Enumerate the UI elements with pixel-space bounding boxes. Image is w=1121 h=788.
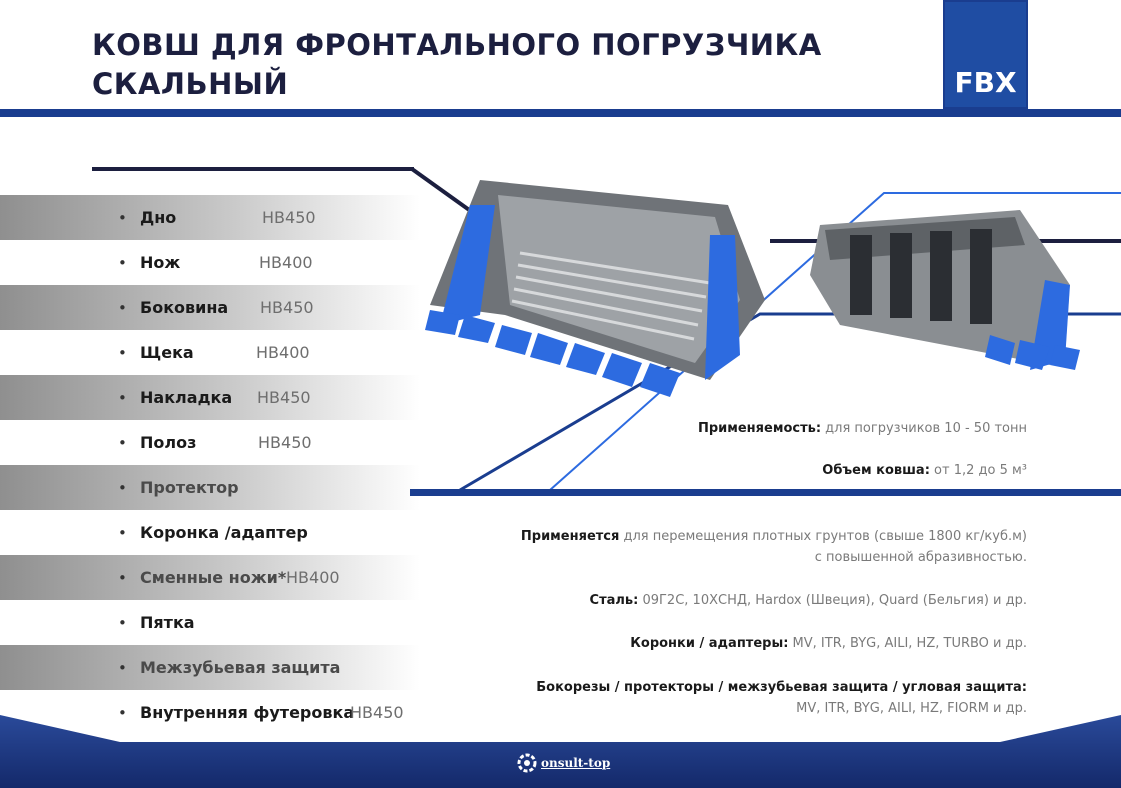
list-item [0, 600, 420, 645]
part-steel: HB450 [260, 298, 314, 317]
part-name: Полоз [140, 433, 197, 452]
protect-line [536, 677, 1027, 719]
bullet: • [118, 253, 127, 272]
applicability-value: для погрузчиков 10 - 50 тонн [821, 421, 1027, 436]
list-item [0, 465, 420, 510]
list-item [0, 420, 420, 465]
steel-line [590, 590, 1027, 611]
bullet: • [118, 658, 127, 677]
bullet: • [118, 568, 127, 587]
applicability-label: Применяемость: [697, 421, 822, 436]
use-label: Применяется [520, 529, 620, 544]
model-badge-label: FBX [954, 66, 1017, 99]
part-steel: HB450 [262, 208, 316, 227]
teeth-line [630, 633, 1027, 654]
volume-line [822, 460, 1027, 481]
bullet: • [118, 343, 127, 362]
bullet: • [118, 388, 127, 407]
part-name: Дно [140, 208, 177, 227]
bullet: • [118, 613, 127, 632]
bullet: • [118, 208, 127, 227]
part-steel: HB400 [259, 253, 313, 272]
steel-label: Сталь: [589, 593, 639, 608]
list-item [0, 240, 420, 285]
volume-value: от 1,2 до 5 м³ [929, 463, 1027, 478]
volume-label: Объем ковша: [822, 463, 930, 478]
bullet: • [118, 433, 127, 452]
bullet: • [118, 523, 127, 542]
list-item [0, 555, 420, 600]
part-name: Пятка [140, 613, 195, 632]
footer-logo [516, 752, 610, 774]
list-item [0, 375, 420, 420]
bullet: • [118, 703, 127, 722]
title-line-2: СКАЛЬНЫЙ [92, 67, 289, 101]
part-steel: HB450 [258, 433, 312, 452]
part-steel: HB400 [286, 568, 340, 587]
bucket-illustration [410, 165, 1121, 415]
list-item [0, 645, 420, 690]
part-name: Коронка /адаптер [140, 523, 308, 542]
section-divider [410, 489, 1121, 496]
use-description [521, 526, 1027, 568]
bucket-front-view [425, 180, 765, 397]
part-name: Сменные ножи* [140, 568, 287, 587]
use-value-2: с повышенной абразивностью. [814, 550, 1027, 565]
protect-label: Бокорезы / протекторы / межзубьевая защита / угловая защита: [536, 680, 1027, 695]
applicability-line [698, 418, 1027, 439]
list-item [0, 285, 420, 330]
teeth-label: Коронки / адаптеры: [630, 636, 789, 651]
part-steel: HB450 [257, 388, 311, 407]
bullet: • [118, 298, 127, 317]
part-name: Протектор [140, 478, 239, 497]
part-name: Боковина [140, 298, 229, 317]
part-name: Внутренняя футеровка [140, 703, 355, 722]
part-name: Щека [140, 343, 194, 362]
teeth-value: MV, ITR, BYG, AILI, HZ, TURBO и др. [788, 636, 1027, 651]
part-name: Межзубьевая защита [140, 658, 341, 677]
list-item [0, 195, 420, 240]
part-name: Накладка [140, 388, 233, 407]
bullet: • [118, 478, 127, 497]
company-logo-icon [516, 752, 538, 774]
company-name: onsult-top [541, 756, 611, 770]
part-steel: HB400 [256, 343, 310, 362]
list-item [0, 330, 420, 375]
protect-value: MV, ITR, BYG, AILI, HZ, FIORM и др. [796, 701, 1027, 716]
steel-value: 09Г2С, 10ХСНД, Hardox (Швеция), Quard (Бельгия) и др. [638, 593, 1027, 608]
part-steel: HB450 [350, 703, 404, 722]
parts-list [0, 195, 420, 735]
bucket-rear-view [810, 210, 1080, 370]
use-value: для перемещения плотных грунтов (свыше 1800 кг/куб.м) [619, 529, 1027, 544]
part-name: Нож [140, 253, 181, 272]
title-line-1: КОВШ ДЛЯ ФРОНТАЛЬНОГО ПОГРУЗЧИКА [92, 28, 822, 62]
list-item [0, 510, 420, 555]
